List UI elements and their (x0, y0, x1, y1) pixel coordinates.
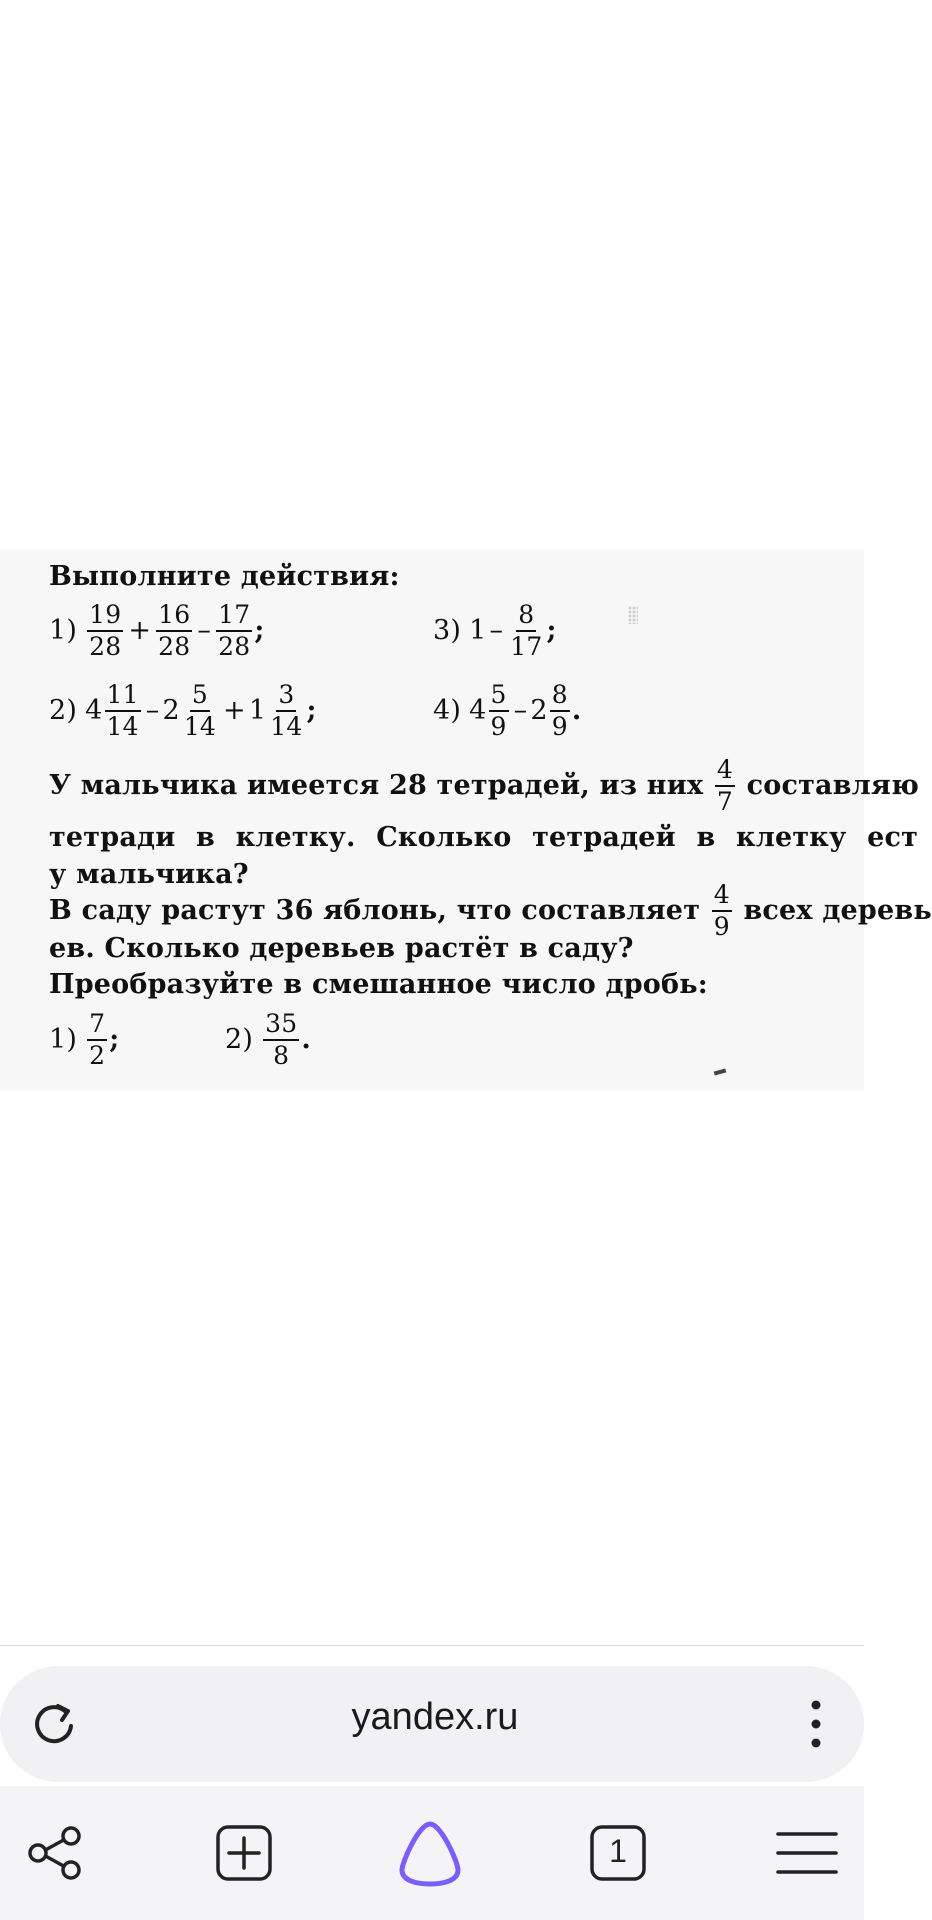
convert-2: 2) $\frac{35}{8}$ . (225, 1009, 311, 1071)
fraction: $\frac{8}{9}$ (551, 680, 568, 742)
photo-speck (714, 1069, 727, 1076)
kebab-menu-icon[interactable] (796, 1696, 836, 1752)
fraction: $\frac{35}{8}$ (265, 1009, 298, 1071)
hamburger-menu-icon[interactable] (772, 1818, 842, 1888)
exercise-label: 2) (225, 1023, 254, 1055)
new-tab-icon[interactable] (209, 1818, 279, 1888)
exercise-3: 3) 1 – $\frac{8}{17}$ ; (433, 600, 557, 662)
fraction: $\frac{4}{7}$ (716, 755, 734, 817)
fraction: $\frac{3}{14}$ (270, 680, 303, 742)
fraction: $\frac{4}{9}$ (713, 880, 730, 942)
photo-speck (628, 606, 638, 624)
fraction: $\frac{19}{28}$ (89, 600, 122, 662)
exercise-1: 1) $\frac{19}{28}$ + $\frac{16}{28}$ – $\frac{17}{28}$ ; (49, 600, 265, 662)
tabs-counter-icon[interactable] (583, 1818, 653, 1888)
problem-apple-trees-line1: В саду растут 36 яблонь, что составляет $\frac{4}{9}$ всех деревь (49, 880, 932, 942)
exercise-label: 1) (49, 1023, 78, 1055)
fraction: $\frac{8}{17}$ (510, 600, 543, 662)
fraction: $\frac{11}{14}$ (106, 680, 139, 742)
fraction: $\frac{7}{2}$ (89, 1009, 106, 1071)
reload-icon[interactable] (26, 1696, 82, 1752)
address-bar-url[interactable]: yandex.ru (351, 1696, 519, 1738)
problem-notebooks-line3: у мальчика? (49, 859, 249, 890)
tabs-count: 1 (609, 1833, 627, 1869)
convert-heading: Преобразуйте в смешанное число дробь: (49, 969, 708, 1000)
exercise-label: 3) (433, 614, 462, 646)
convert-1: 1) $\frac{7}{2}$ ; (49, 1009, 120, 1071)
problem-notebooks-line1: У мальчика имеется 28 тетрадей, из них $\frac{4}{7}$ составляю (49, 755, 919, 817)
problem-notebooks-line2: тетради в клетку. Сколько тетрадей в клетку ест (49, 822, 919, 853)
content-divider (0, 1645, 864, 1646)
exercise-label: 1) (49, 614, 78, 646)
exercise-2: 2) 4 $\frac{11}{14}$ – 2 $\frac{5}{14}$ + 1 $\frac{3}{14}$ ; (49, 680, 317, 742)
problem-apple-trees-line2: ев. Сколько деревьев растёт в саду? (49, 933, 634, 964)
exercise-heading: Выполните действия: (49, 561, 400, 592)
fraction: $\frac{16}{28}$ (158, 600, 191, 662)
exercise-4: 4) 4 $\frac{5}{9}$ – 2 $\frac{8}{9}$ . (433, 680, 582, 742)
alice-assistant-icon[interactable] (395, 1818, 465, 1888)
exercise-label: 2) (49, 694, 78, 726)
fraction: $\frac{5}{9}$ (490, 680, 507, 742)
exercise-label: 4) (433, 694, 462, 726)
share-icon[interactable] (20, 1818, 90, 1888)
fraction: $\frac{17}{28}$ (218, 600, 251, 662)
fraction: $\frac{5}{14}$ (183, 680, 217, 742)
